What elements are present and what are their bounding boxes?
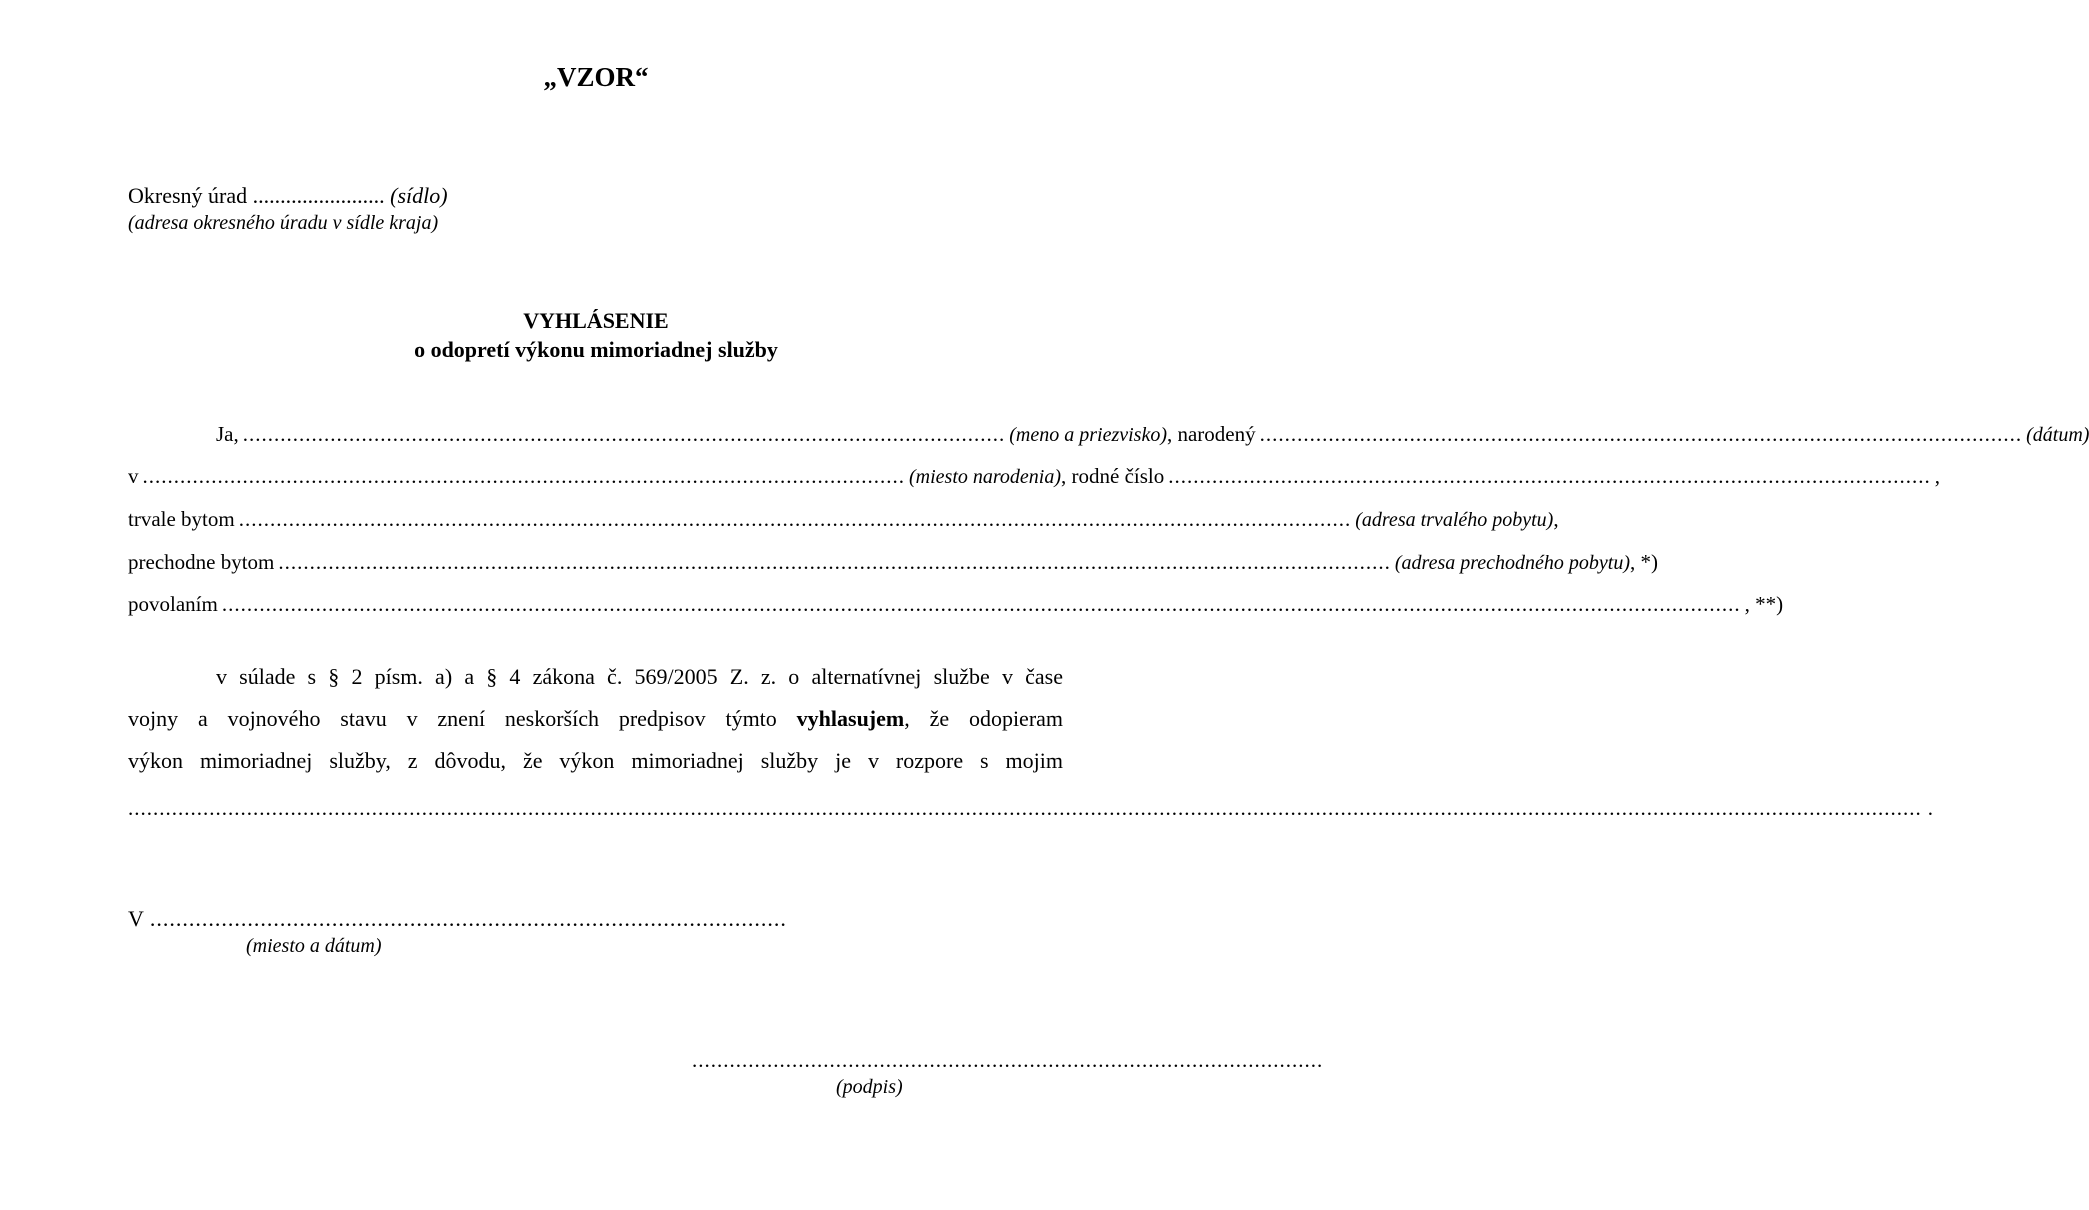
personal-id-label: , rodné číslo [1061, 464, 1165, 488]
line2-suffix: , [1934, 464, 1940, 488]
field-line-occupation [128, 592, 1784, 617]
line5-suffix: , **) [1744, 592, 1784, 616]
declaration-line-2-start: vojny a vojnového stavu v znení neskorších predpisov týmto [128, 706, 777, 731]
birthplace-field[interactable]: .......................................................................................................................... [142, 464, 905, 488]
office-seat-hint: (sídlo) [390, 183, 448, 208]
line4-suffix: , *) [1630, 550, 1659, 574]
office-line [128, 183, 448, 209]
permanent-address-hint: (adresa trvalého pobytu) [1355, 509, 1554, 531]
name-hint: (meno a priezvisko) [1009, 424, 1167, 446]
temporary-address-field[interactable]: .................................................................................................................................................................................. [278, 550, 1391, 574]
document-header-vzor: „VZOR“ [543, 62, 649, 92]
document-subtitle: o odopretí výkonu mimoriadnej služby [414, 337, 778, 362]
birth-date-hint: (dátum) [2026, 424, 2089, 446]
field-line-name [128, 422, 2089, 447]
office-label: Okresný úrad [128, 183, 248, 208]
field-line-temporary-address [128, 550, 1659, 575]
declaration-keyword: vyhlasujem [796, 706, 905, 731]
reason-line [128, 796, 1933, 821]
office-seat-field[interactable]: ........................ [252, 183, 385, 208]
birthplace-hint: (miesto narodenia) [909, 466, 1062, 488]
line3-suffix: , [1553, 507, 1559, 531]
signature-hint: (podpis) [836, 1076, 903, 1098]
declaration-line-3: výkon mimoriadnej služby, z dôvodu, že výkon mimoriadnej služby je v rozpore s mojim [128, 748, 1063, 773]
place-date-prefix: V [128, 906, 144, 931]
declaration-line-1: v súlade s § 2 písm. a) a § 4 zákona č. 569/2005 Z. z. o alternatívnej službe v čase [216, 664, 1063, 689]
office-address-hint: (adresa okresného úradu v sídle kraja) [128, 212, 439, 234]
line4-prefix: prechodne bytom [128, 550, 275, 574]
place-date-line [128, 906, 787, 932]
field-line-birthplace [128, 464, 1940, 489]
declaration-line-2 [128, 698, 1063, 740]
declaration-line-2-end: , že odopieram [904, 706, 1064, 731]
line5-prefix: povolaním [128, 592, 218, 616]
occupation-field[interactable]: ................................................................................................................................................................................................................................................... [221, 592, 1741, 616]
signature-field[interactable]: ..................................................................................................... [692, 1048, 1324, 1072]
name-field[interactable]: .......................................................................................................................... [242, 422, 1006, 446]
born-label: , narodený [1166, 422, 1256, 446]
line1-prefix: Ja, [216, 422, 239, 446]
line3-prefix: trvale bytom [128, 507, 235, 531]
reason-field[interactable]: ............................................................................................................................................................................................................................................................................................... [128, 796, 1922, 820]
place-date-hint: (miesto a dátum) [246, 935, 382, 957]
line2-prefix: v [128, 464, 139, 488]
personal-id-field[interactable]: .......................................................................................................................... [1168, 464, 1931, 488]
document-title: VYHLÁSENIE [523, 308, 669, 333]
reason-end: . [1927, 796, 1933, 820]
birth-date-field[interactable]: .......................................................................................................................... [1259, 422, 2023, 446]
place-date-field[interactable]: .................................................................................................. [149, 906, 787, 931]
field-line-permanent-address [128, 507, 1559, 532]
temporary-address-hint: (adresa prechodného pobytu) [1394, 552, 1631, 574]
permanent-address-field[interactable]: .................................................................................................................................................................................. [238, 507, 1352, 531]
